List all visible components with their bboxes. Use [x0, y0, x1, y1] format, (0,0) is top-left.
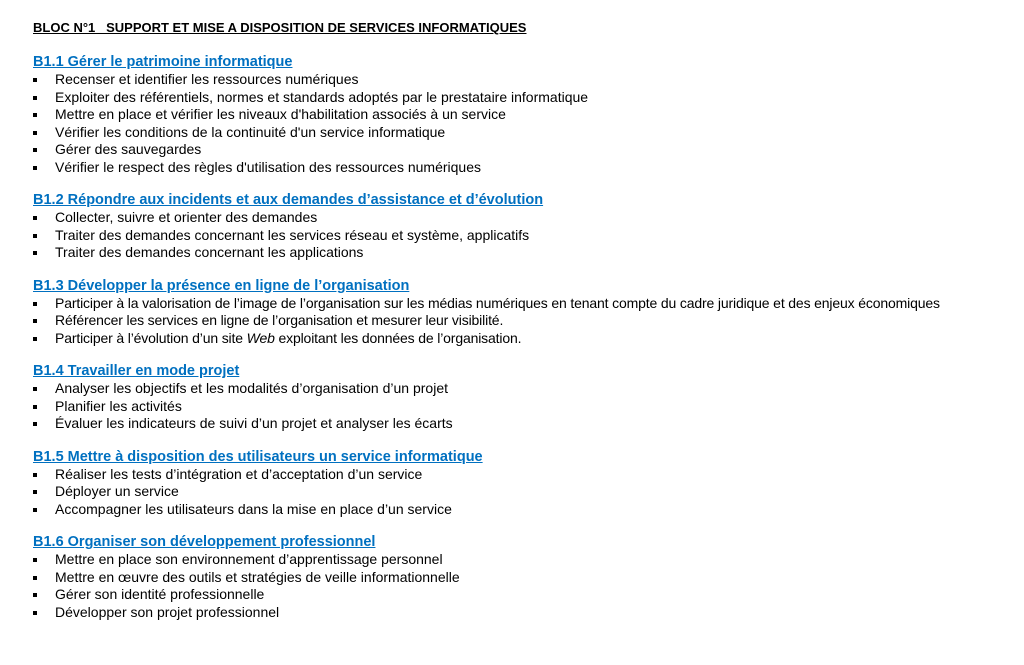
item-text: Vérifier les conditions de la continuité d'un service informatique	[55, 123, 446, 140]
item-text: exploitant les données de l’organisation.	[274, 329, 522, 346]
section-title: B1.3 Développer la présence en ligne de l’organisation	[33, 277, 410, 294]
list-item	[33, 330, 1003, 348]
square-bullet-icon	[33, 405, 37, 409]
square-bullet-icon	[33, 234, 37, 238]
section-b1-2	[33, 192, 1003, 262]
square-bullet-icon	[33, 113, 37, 117]
list-item	[33, 415, 1003, 433]
list-item	[33, 71, 1003, 89]
item-text: Réaliser les tests d’intégration et d’acceptation d’un service	[55, 465, 423, 482]
square-bullet-icon	[33, 216, 37, 220]
list-item	[33, 312, 1003, 330]
section-title: B1.4 Travailler en mode projet	[33, 363, 240, 379]
square-bullet-icon	[33, 508, 37, 512]
list-item	[33, 380, 1003, 398]
square-bullet-icon	[33, 166, 37, 170]
square-bullet-icon	[33, 576, 37, 580]
list-item	[33, 244, 1003, 262]
item-text: Planifier les activités	[55, 397, 182, 414]
square-bullet-icon	[33, 422, 37, 426]
section-b1-5	[33, 449, 1003, 519]
list-item	[33, 124, 1003, 142]
bloc-title: BLOC N°1 SUPPORT ET MISE A DISPOSITION DE SERVICES INFORMATIQUES	[33, 20, 527, 35]
item-text: Mettre en place et vérifier les niveaux d'habilitation associés à un service	[55, 106, 506, 122]
list-item	[33, 159, 1003, 177]
square-bullet-icon	[33, 251, 37, 255]
section-b1-4	[33, 363, 1003, 433]
item-text: Vérifier le respect des règles d'utilisation des ressources numériques	[55, 158, 481, 175]
item-text: Évaluer les indicateurs de suivi d’un projet et analyser les écarts	[55, 415, 453, 431]
section-title: B1.2 Répondre aux incidents et aux demandes d’assistance et d’évolution	[33, 192, 544, 208]
list-item	[33, 106, 1003, 124]
square-bullet-icon	[33, 593, 37, 597]
item-text: Mettre en place son environnement d’apprentissage personnel	[55, 551, 443, 567]
item-text: Référencer les services en ligne de l’organisation et mesurer leur visibilité.	[55, 312, 504, 328]
item-text: Exploiter des référentiels, normes et standards adoptés par le prestataire informatique	[55, 88, 589, 105]
item-list	[33, 209, 1003, 262]
list-item	[33, 569, 1003, 587]
item-list	[33, 71, 1003, 176]
item-text: Gérer des sauvegardes	[55, 141, 202, 157]
list-item	[33, 586, 1003, 604]
section-title: B1.6 Organiser son développement professionnel	[33, 534, 376, 550]
square-bullet-icon	[33, 148, 37, 152]
section-b1-3	[33, 278, 1003, 348]
square-bullet-icon	[33, 611, 37, 615]
list-item	[33, 398, 1003, 416]
list-item	[33, 604, 1003, 622]
list-item	[33, 551, 1003, 569]
section-title: B1.5 Mettre à disposition des utilisateurs un service informatique	[33, 448, 483, 465]
item-text: Recenser et identifier les ressources numériques	[55, 71, 359, 87]
list-item	[33, 141, 1003, 159]
square-bullet-icon	[33, 337, 37, 341]
square-bullet-icon	[33, 387, 37, 391]
square-bullet-icon	[33, 558, 37, 562]
item-list	[33, 551, 1003, 621]
item-text: Collecter, suivre et orienter des demandes	[55, 209, 318, 225]
item-text: Traiter des demandes concernant les services réseau et système, applicatifs	[55, 226, 530, 243]
square-bullet-icon	[33, 302, 37, 306]
list-item	[33, 483, 1003, 501]
item-text: Participer à la valorisation de l’image de l’organisation sur les médias numériques en tenant compte du cadre juridique et des enjeux économiques	[55, 294, 940, 311]
square-bullet-icon	[33, 473, 37, 477]
square-bullet-icon	[33, 319, 37, 323]
list-item	[33, 295, 1003, 313]
item-text-italic: Web	[246, 329, 275, 346]
item-text: Mettre en œuvre des outils et stratégies de veille informationnelle	[55, 568, 460, 585]
document-page	[33, 20, 1003, 637]
item-list	[33, 466, 1003, 519]
item-list	[33, 380, 1003, 433]
section-b1-6	[33, 534, 1003, 621]
item-list	[33, 295, 1003, 348]
square-bullet-icon	[33, 96, 37, 100]
item-text: Participer à l’évolution d’un site	[55, 329, 247, 346]
square-bullet-icon	[33, 490, 37, 494]
list-item	[33, 209, 1003, 227]
section-b1-1	[33, 54, 1003, 176]
item-text: Accompagner les utilisateurs dans la mise en place d’un service	[55, 500, 452, 517]
list-item	[33, 501, 1003, 519]
list-item	[33, 89, 1003, 107]
item-text: Traiter des demandes concernant les applications	[55, 244, 364, 260]
square-bullet-icon	[33, 78, 37, 82]
item-text: Analyser les objectifs et les modalités d’organisation d’un projet	[55, 380, 448, 396]
list-item	[33, 227, 1003, 245]
item-text: Déployer un service	[55, 483, 179, 499]
item-text: Développer son projet professionnel	[55, 603, 280, 620]
item-text: Gérer son identité professionnelle	[55, 586, 265, 602]
square-bullet-icon	[33, 131, 37, 135]
section-title: B1.1 Gérer le patrimoine informatique	[33, 54, 293, 70]
list-item	[33, 466, 1003, 484]
